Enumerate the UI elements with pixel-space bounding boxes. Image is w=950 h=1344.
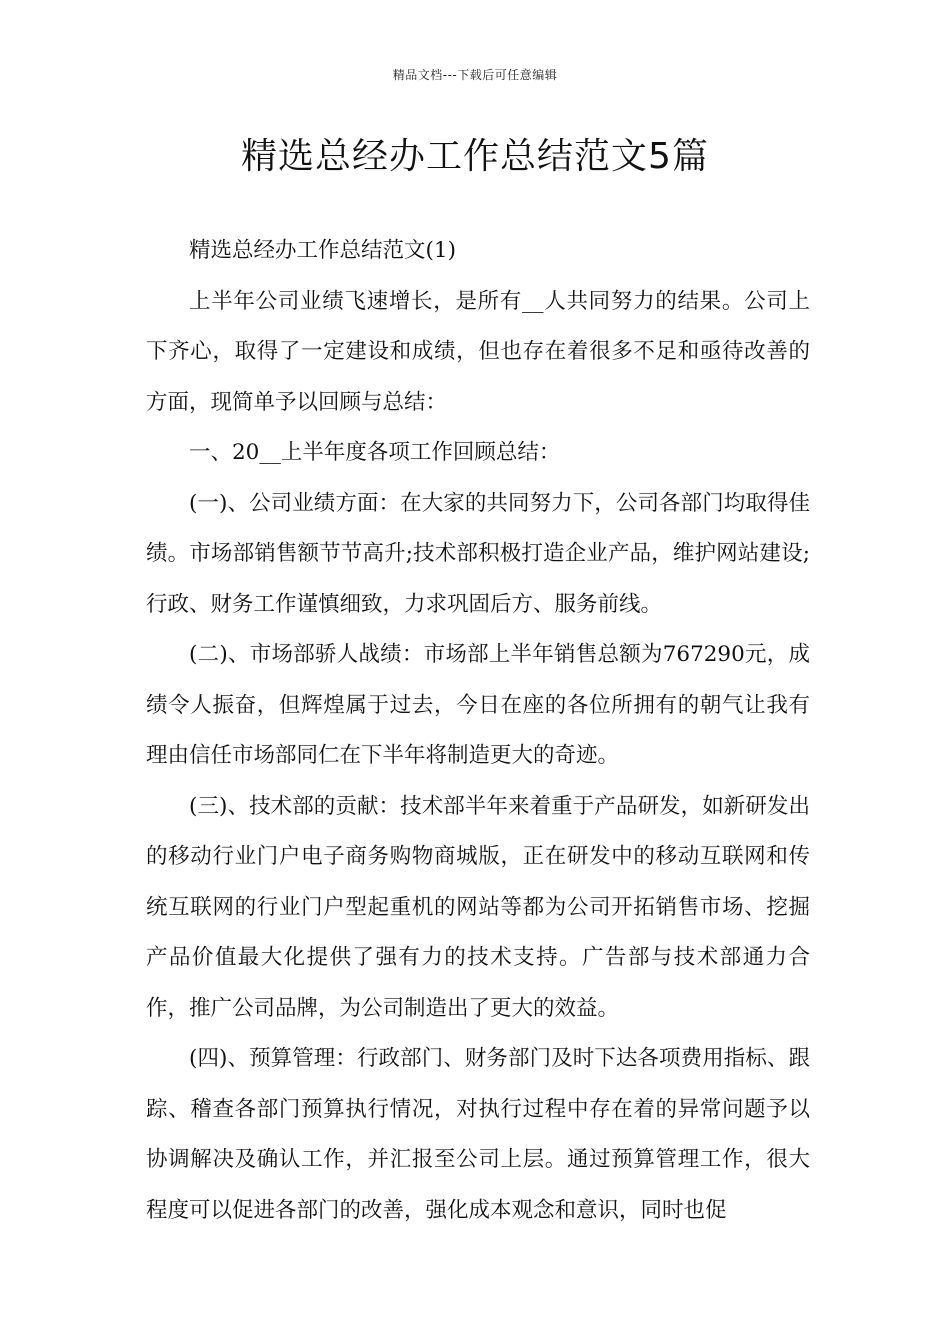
paragraph: 上半年公司业绩飞速增长，是所有__人共同努力的结果。公司上下齐心，取得了一定建设和成绩，但也存在着很多不足和亟待改善的方面，现简单予以回顾与总结： [146,288,810,415]
document-body [146,226,810,1236]
paragraph: (四)、预算管理：行政部门、财务部门及时下达各项费用指标、跟踪、稽查各部门预算执行情况，对执行过程中存在着的异常问题予以协调解决及确认工作，并汇报至公司上层。通过预算管理工作，很大程度可以促进各部门的改善，强化成本观念和意识，同时也促 [146,1046,810,1223]
header-note: 精品文档---下载后可任意编辑 [392,68,558,82]
paragraph: 一、20__上半年度各项工作回顾总结： [189,440,561,465]
paragraph: (二)、市场部骄人战绩：市场部上半年销售总额为767290元，成绩令人振奋，但辉煌属于过去，今日在座的各位所拥有的朝气让我有理由信任市场部同仁在下半年将制造更大的奇迹。 [146,642,810,768]
paragraph: (一)、公司业绩方面：在大家的共同努力下，公司各部门均取得佳绩。市场部销售额节节高升;技术部积极打造企业产品，维护网站建设;行政、财务工作谨慎细致，力求巩固后方、服务前线。 [146,490,810,617]
document-title: 精选总经办工作总结范文5篇 [241,136,709,177]
section-title: 精选总经办工作总结范文(1) [189,238,456,263]
paragraph: (三)、技术部的贡献：技术部半年来着重于产品研发，如新研发出的移动行业门户电子商务购物商城版，正在研发中的移动互联网和传统互联网的行业门户型起重机的网站等都为公司开拓销售市场、挖掘产品价值最大化提供了强有力的技术支持。广告部与技术部通力合作，推广公司品牌，为公司制造出了更大的效益。 [146,793,810,1021]
